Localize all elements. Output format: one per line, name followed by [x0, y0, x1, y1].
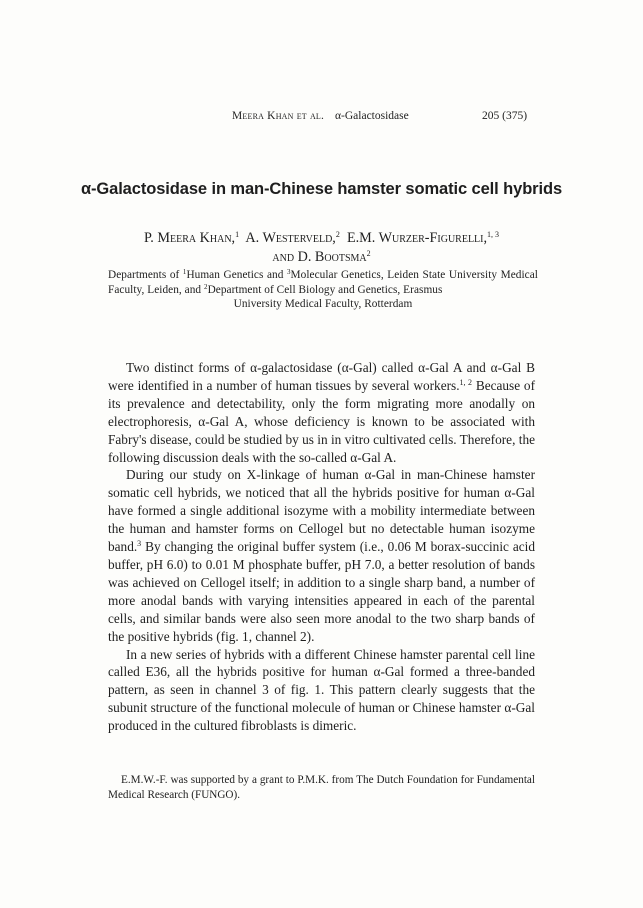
running-head: [0, 110, 643, 128]
paragraph-text: Because of its prevalence and detectability, only the form migrating more anodally on electrophoresis, α-Gal A, whose deficiency is known to be associated with Fabry's disease, could be studied by us in in vitro cultivated cells. Therefore, the following discussion deals with the so-called α-Gal A.: [108, 377, 535, 465]
author-affiliation-mark: 2: [366, 249, 371, 258]
running-head-author: Meera Khan et al.: [232, 110, 325, 122]
acknowledgement-footnote: [108, 773, 535, 802]
author-affiliation-mark: 2: [335, 230, 340, 239]
page-number: 205 (375): [482, 110, 528, 122]
affiliation-text: [108, 268, 538, 297]
affiliations: [108, 268, 538, 312]
affiliation-mark: 3: [286, 268, 291, 276]
footnote-text: E.M.W.-F. was supported by a grant to P.M.K. from The Dutch Foundation for Fundamental Medical Research (FUNGO).: [108, 774, 535, 801]
paragraph-text: During our study on X-linkage of human α-Gal in man-Chinese hamster somatic cell hybrids, we noticed that all the hybrids positive for human α-Gal have formed a single additional isozyme with a mobility intermediate between the human and hamster forms on Cellogel but no detectable human isozyme band.: [108, 467, 535, 555]
affiliation-mark: 1: [182, 268, 187, 276]
author-list: [0, 229, 643, 267]
author-name: and D. Bootsma: [272, 249, 367, 265]
affiliation-part: Molecular Genetics, Leiden State University Medical Faculty, Leiden, and: [108, 269, 538, 296]
paragraph-1: [108, 359, 535, 466]
author-name: P. Meera Khan,: [143, 230, 236, 246]
article-title: α-Galactosidase in man-Chinese hamster somatic cell hybrids: [80, 180, 563, 198]
paragraph-3: In a new series of hybrids with a different Chinese hamster parental cell line called E36, all the hybrids positive for human α-Gal formed a three-banded pattern, as seen in channel 3 of fig. 1. This pattern clearly suggests that the subunit structure of the functional molecule of human or Chinese hamster α-Gal produced in the cultured fibroblasts is dimeric.: [108, 646, 535, 734]
running-head-title: α-Galactosidase: [335, 110, 409, 122]
paragraph-text: Two distinct forms of α-galactosidase (α-Gal) called α-Gal A and α-Gal B were identified in a number of human tissues by several workers.: [108, 360, 535, 393]
affiliation-part: Department of Cell Biology and Genetics, Erasmus: [207, 283, 443, 296]
affiliation-mark: 2: [204, 282, 208, 291]
author-affiliation-mark: 1: [235, 230, 240, 239]
affiliation-part: Human Genetics and: [186, 269, 287, 281]
article-body: [108, 359, 535, 735]
affiliation-part: Departments of: [108, 269, 183, 281]
affiliation-last-line: University Medical Faculty, Rotterdam: [233, 298, 413, 310]
author-name: A. Westerveld,: [245, 230, 336, 246]
author-name: E.M. Wurzer-Figurelli,: [346, 230, 488, 246]
paragraph-text: By changing the original buffer system (i.e., 0.06 M borax-succinic acid buffer, pH 6.0) to 0.01 M phosphate buffer, pH 7.0, a better resolution of bands was achieved on Cellogel itself; in addition to a single sharp band, a number of more anodal bands with varying intensities appeared in each of the parental cells, and similar bands were also seen more anodal to the two sharp bands of the positive hybrids (fig. 1, channel 2).: [108, 539, 535, 644]
paragraph-2: [108, 466, 535, 645]
citation-mark: 1, 2: [459, 377, 473, 387]
author-line-2: [0, 248, 643, 267]
citation-mark: 3: [137, 539, 142, 549]
author-line-1: [0, 229, 643, 248]
author-affiliation-mark: 1, 3: [487, 230, 500, 239]
